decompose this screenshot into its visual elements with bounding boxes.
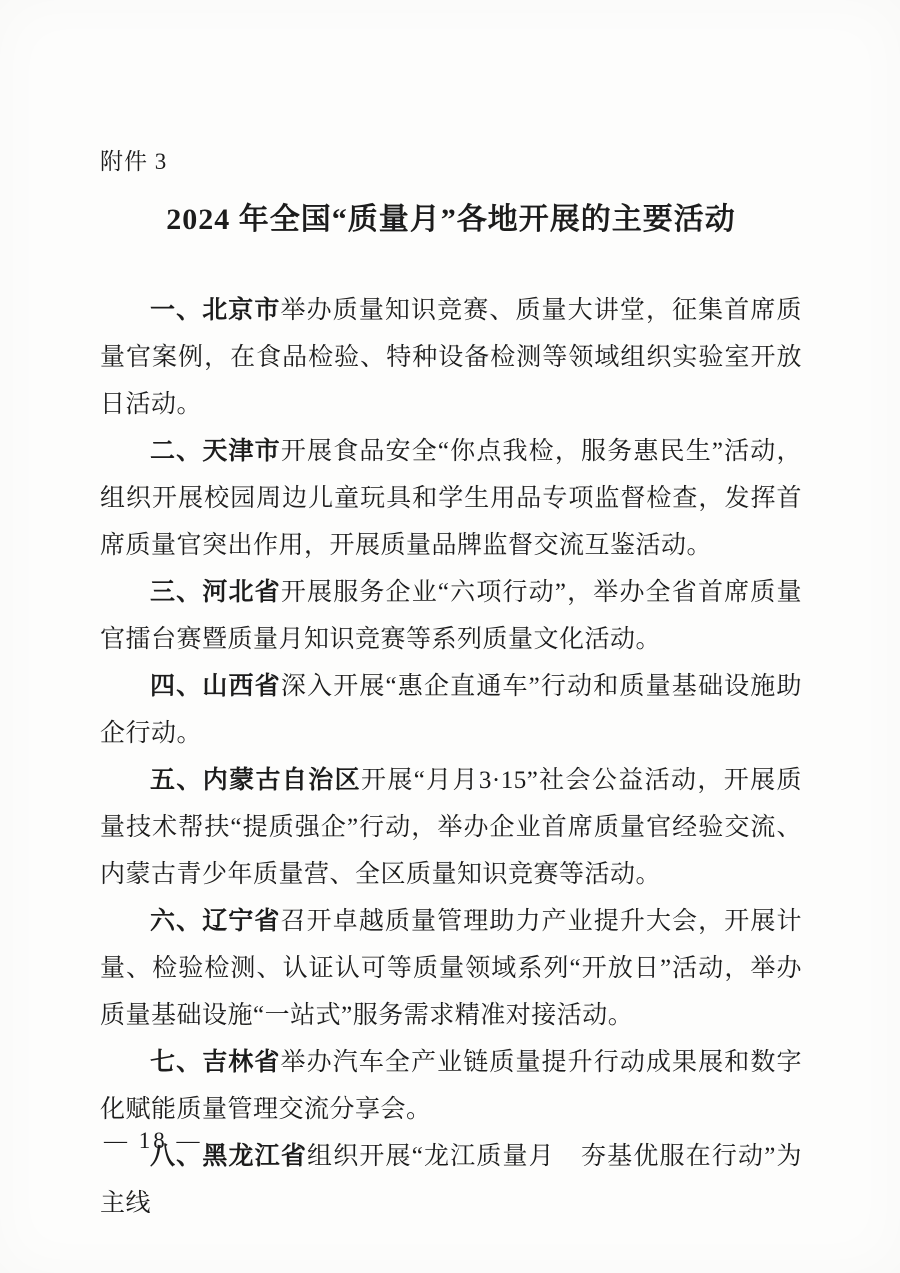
paragraph xyxy=(100,1039,802,1133)
paragraph xyxy=(100,1133,802,1227)
page-title: 2024 年全国“质量月”各地开展的主要活动 xyxy=(166,203,736,236)
paragraph xyxy=(100,287,802,428)
paragraph-lead: 五、内蒙古自治区 xyxy=(150,766,361,794)
paragraph-list xyxy=(100,287,802,1227)
paragraph xyxy=(100,898,802,1039)
paragraph-text: 举办汽车全产业链质量提升行动成果展和数字化赋能质量管理交流分享会。 xyxy=(100,1049,802,1123)
paragraph-text: 开展“月月3·15”社会公益活动，开展质量技术帮扶“提质强企”行动，举办企业首席质量官经验交流、内蒙古青少年质量营、全区质量知识竞赛等活动。 xyxy=(100,767,802,888)
paragraph-lead: 八、黑龙江省 xyxy=(150,1142,308,1170)
paragraph-text: 举办质量知识竞赛、质量大讲堂，征集首席质量官案例，在食品检验、特种设备检测等领域组织实验室开放日活动。 xyxy=(100,297,802,418)
paragraph-text: 组织开展“龙江质量月 夯基优服在行动”为主线 xyxy=(100,1143,802,1217)
paragraph-lead: 二、天津市 xyxy=(150,437,281,465)
paragraph-text: 深入开展“惠企直通车”行动和质量基础设施助企行动。 xyxy=(100,673,802,747)
paragraph-text: 开展食品安全“你点我检，服务惠民生”活动，组织开展校园周边儿童玩具和学生用品专项监督检查，发挥首席质量官突出作用，开展质量品牌监督交流互鉴活动。 xyxy=(100,438,802,559)
paragraph-lead: 四、山西省 xyxy=(150,672,281,700)
paragraph-lead: 六、辽宁省 xyxy=(150,907,281,935)
page-number: — 18 — xyxy=(104,1128,203,1153)
attachment-label: 附件 3 xyxy=(100,149,168,174)
paragraph-text: 召开卓越质量管理助力产业提升大会，开展计量、检验检测、认证认可等质量领域系列“开放日”活动，举办质量基础设施“一站式”服务需求精准对接活动。 xyxy=(100,908,802,1029)
paragraph xyxy=(100,757,802,898)
paragraph xyxy=(100,663,802,757)
paragraph-lead: 七、吉林省 xyxy=(150,1048,281,1076)
document-content xyxy=(100,148,802,1227)
paragraph xyxy=(100,569,802,663)
paragraph-text: 开展服务企业“六项行动”，举办全省首席质量官擂台赛暨质量月知识竞赛等系列质量文化活动。 xyxy=(100,579,802,653)
paragraph-lead: 三、河北省 xyxy=(150,578,281,606)
paragraph-lead: 一、北京市 xyxy=(150,296,281,324)
paragraph xyxy=(100,428,802,569)
